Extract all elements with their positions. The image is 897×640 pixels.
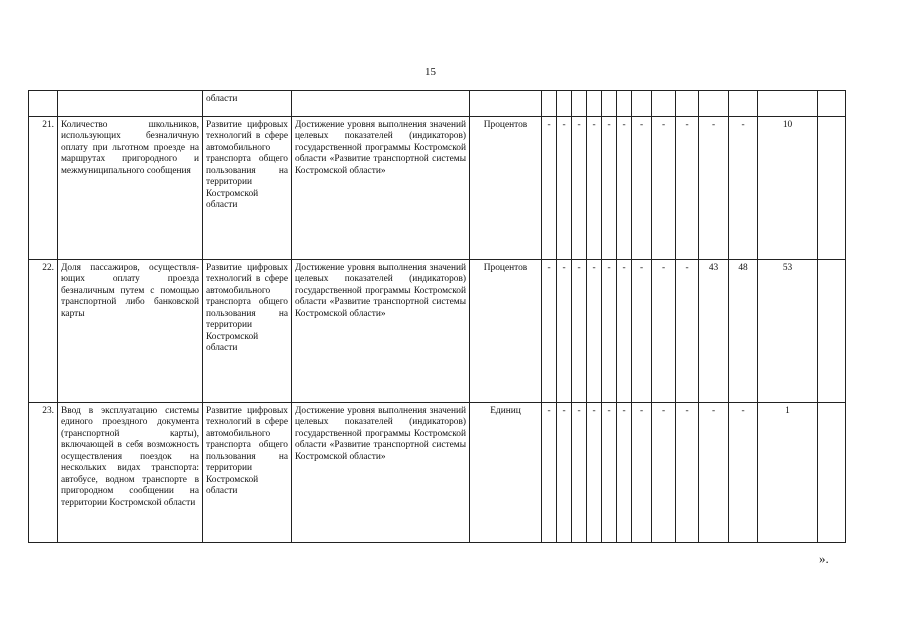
cell-value: - — [729, 117, 758, 260]
cell-value: - — [699, 117, 729, 260]
cell-value: - — [587, 260, 602, 403]
cell-unit: Процентов — [470, 260, 542, 403]
table-row-continuation — [29, 91, 846, 117]
cell-value: - — [557, 260, 572, 403]
cell-extra — [818, 403, 846, 543]
cell-value: - — [699, 403, 729, 543]
cell-goal: Достижение уровня выполнения значений целевых показателей (индикаторов) государственной программы Костромской области «Развитие транспортной системы Костромской области» — [292, 260, 470, 403]
cell-value — [587, 91, 602, 117]
cell-value — [676, 91, 699, 117]
cell-num: 23. — [29, 403, 58, 543]
cell-value: - — [557, 403, 572, 543]
cell-value: - — [557, 117, 572, 260]
cell-value: 43 — [699, 260, 729, 403]
cell-value: 53 — [758, 260, 818, 403]
cell-value — [572, 91, 587, 117]
table-row — [29, 117, 846, 260]
cell-value: - — [542, 117, 557, 260]
cell-value: - — [542, 260, 557, 403]
cell-value — [542, 91, 557, 117]
cell-name: Доля пассажиров, осуществля-ющих оплату проезда безналичным путем с помощью транспортной либо банковской карты — [58, 260, 203, 403]
cell-value: - — [652, 403, 676, 543]
cell-subprogram: Развитие цифровых технологий в сфере автомобильного транспорта общего пользования на территории Костромской области — [203, 260, 292, 403]
cell-value: 10 — [758, 117, 818, 260]
cell-goal — [292, 91, 470, 117]
cell-unit: Единиц — [470, 403, 542, 543]
cell-subprogram: Развитие цифровых технологий в сфере автомобильного транспорта общего пользования на территории Костромской области — [203, 117, 292, 260]
cell-value: - — [632, 260, 652, 403]
cell-value — [699, 91, 729, 117]
cell-value — [632, 91, 652, 117]
cell-value: - — [617, 403, 632, 543]
cell-unit — [470, 91, 542, 117]
indicators-table — [28, 90, 846, 543]
table-row — [29, 403, 846, 543]
cell-value — [602, 91, 617, 117]
cell-name: Количество школьников, использующих безналичную оплату при льготном проезде на маршрутах пригородного и межмуниципального сообщения — [58, 117, 203, 260]
cell-num: 21. — [29, 117, 58, 260]
cell-subprogram: Развитие цифровых технологий в сфере автомобильного транспорта общего пользования на территории Костромской области — [203, 403, 292, 543]
cell-name — [58, 91, 203, 117]
cell-value: - — [676, 260, 699, 403]
cell-value: - — [652, 260, 676, 403]
cell-num: 22. — [29, 260, 58, 403]
cell-value: - — [602, 403, 617, 543]
cell-value: - — [617, 260, 632, 403]
cell-value: - — [652, 117, 676, 260]
cell-value: - — [587, 117, 602, 260]
cell-value: 1 — [758, 403, 818, 543]
cell-value: - — [676, 403, 699, 543]
cell-value: - — [542, 403, 557, 543]
cell-value: 48 — [729, 260, 758, 403]
cell-value: - — [617, 117, 632, 260]
table-row — [29, 260, 846, 403]
cell-value: - — [602, 260, 617, 403]
cell-value: - — [632, 117, 652, 260]
closing-quote-mark: ». — [819, 551, 829, 566]
cell-value: - — [729, 403, 758, 543]
page-number: 15 — [425, 66, 436, 78]
cell-name: Ввод в эксплуатацию системы единого проездного документа (транспортной карты), включающей в себя возможность осуществления поездок на нескольких видах транспорта: автобусе, водном транспорте в пригородном сообщении на территории Костромской области — [58, 403, 203, 543]
cell-value — [729, 91, 758, 117]
cell-value: - — [632, 403, 652, 543]
cell-goal: Достижение уровня выполнения значений целевых показателей (индикаторов) государственной программы Костромской области «Развитие транспортной системы Костромской области» — [292, 117, 470, 260]
cell-value: - — [572, 403, 587, 543]
cell-extra — [818, 260, 846, 403]
cell-value: - — [587, 403, 602, 543]
cell-value: - — [676, 117, 699, 260]
cell-value — [557, 91, 572, 117]
cell-unit: Процентов — [470, 117, 542, 260]
cell-goal: Достижение уровня выполнения значений целевых показателей (индикаторов) государственной программы Костромской области «Развитие транспортной системы Костромской области» — [292, 403, 470, 543]
cell-subprogram: области — [203, 91, 292, 117]
cell-extra — [818, 91, 846, 117]
cell-num — [29, 91, 58, 117]
cell-value — [758, 91, 818, 117]
cell-extra — [818, 117, 846, 260]
cell-value: - — [572, 117, 587, 260]
cell-value: - — [602, 117, 617, 260]
cell-value — [652, 91, 676, 117]
cell-value: - — [572, 260, 587, 403]
cell-value — [617, 91, 632, 117]
